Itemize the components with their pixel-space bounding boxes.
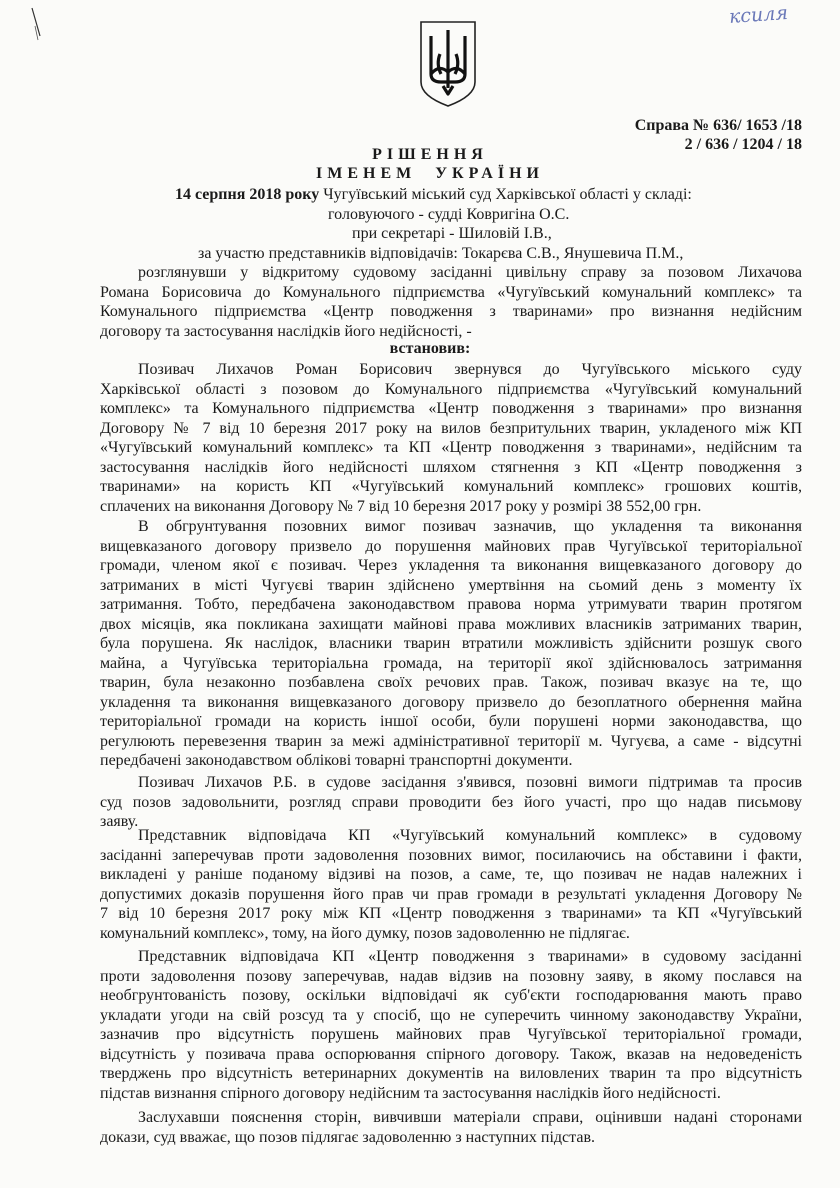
text-line: 7 від 10 березня 2017 року між КП «Центр поводження з тваринами» та КП «Чугуївський (100, 905, 802, 922)
text-line: Комунального підприємства «Центр поводження з тваринами» про визнання недійсним (100, 303, 802, 320)
document-subtitle: ІМЕНЕМ УКРАЇНИ (316, 165, 544, 182)
text-line: допустимих доказів порушення його прав чи прав громади в результаті укладення Договору № (100, 885, 802, 903)
text-line: викладені у раніше поданому відзиві на позов, а саме, те, що позивач не надав належних і (100, 866, 802, 883)
text-line: зазначив про відсутність порушень майнових прав Чугуївської територіальної громади, (100, 1026, 802, 1043)
text-line: укладення та виконання вищевказаного договору призвело до безоплатного обернення майна (100, 693, 802, 711)
text-line: В обгрунтування позовних вимог позивач зазначив, що укладення та виконання (138, 518, 802, 535)
established-heading: встановив: (389, 340, 471, 357)
text-line: відсутність у позивача права оспорювання спірного договору. Також, вказав на недоведеність (100, 1045, 802, 1063)
text-line: передбачені законодавством облікові товарні транспортні документи. (100, 752, 573, 769)
text-line: Романа Борисовича до Комунального підприємства «Чугуївський комунальний комплекс» та (100, 283, 802, 301)
paragraph (100, 1108, 802, 1147)
text-line: була порушена. Як наслідок, власники тварин втратили можливість здійснити розшук свого (100, 635, 802, 652)
text-line: тверджень про відсутність ветеринарних документів на виловлених тварин та про відсутність (100, 1065, 802, 1082)
text-line: Представник відповідача КП «Центр поводження з тваринами» в судовому засіданні (138, 948, 802, 965)
text-line: Договору № 7 від 10 березня 2017 року на вилов безпритульних тварин, укладеного між КП (100, 419, 802, 437)
case-considered-block (100, 263, 802, 341)
text-line: договору та застосування наслідків його недійсності, - (100, 322, 472, 340)
text-line: розглянувши у відкритому судовому засіданні цивільну справу за позовом Лихачова (138, 264, 802, 281)
scan-artifact-mark (30, 6, 50, 42)
text-line: суд позов задовольнити, розгляд справи проводити без його участі, про що надав письмову (100, 793, 802, 811)
text-line: територіальної громади на користь іншої особи, були порушені норми законодавства, що (100, 713, 802, 730)
text-line: застосування наслідків його недійсності шляхом стягнення з КП «Центр поводження з (100, 458, 802, 476)
text-line: Позивач Лихачов Р.Б. в судове засідання з'явився, позовні вимоги підтримав та просив (138, 774, 802, 791)
handwritten-note: ксиля (728, 1, 789, 29)
text-line: Позивач Лихачов Роман Борисович звернувся до Чугуївського міського суду (138, 361, 802, 378)
paragraph (100, 947, 802, 1103)
paragraph (100, 517, 802, 771)
text-line: Представник відповідача КП «Чугуївський комунальний комплекс» в судовому (138, 827, 802, 844)
court-secretary: при секретарі - Шиловій І.В., (352, 225, 552, 242)
text-line: укладати угоди на свій розсуд та у спосіб, що не суперечить чинному законодавству України, (100, 1006, 802, 1024)
participants: за участю представників відповідачів: Токарєва С.В., Янушевича П.М., (198, 244, 684, 262)
text-line: необгрунтованість позову, оскільки відповідачі як суб'єкти господарювання мають право (100, 987, 802, 1004)
text-line: затриманих в місті Чугуєві тварин здійснено умертвіння на сьомий день з моменту їх (100, 576, 802, 594)
text-line: сплачених на виконання Договору № 7 від 10 березня 2017 року у розмірі 38 552,00 грн. (100, 497, 702, 515)
text-line: проти задоволення позову заперечував, надав відзив на позовну заяву, в якому послався на (100, 967, 802, 985)
text-line: підстав визнання спірного договору недійсним та застосування наслідків його недійсності. (100, 1084, 721, 1102)
text-line: Харківської області з позовом до Комунального підприємства «Чугуївський комунальний (100, 380, 802, 398)
paragraph (100, 360, 802, 516)
text-line: вищевказаного договору призвело до порушення майнових прав Чугуївської територіальної (100, 537, 802, 555)
paragraph (100, 826, 802, 943)
text-line: регулюють перевезення тварин за межі адміністративної території м. Чугуєва, а саме - відсутні (100, 732, 802, 750)
decision-date: 14 серпня 2018 року (175, 186, 320, 203)
document-title: РІШЕННЯ (372, 146, 488, 163)
text-line: майна, а Чугуївська територіальна громада, на території якої здійснювалось затримання (100, 654, 802, 672)
text-line: засіданні заперечував проти задоволення позовних вимог, посилаючись на обставини і факти, (100, 846, 802, 864)
text-line: двох місяців, яка покликана захищати майнові права можливих власників затриманих тварин, (100, 615, 802, 633)
case-number-line-2: 2 / 636 / 1204 / 18 (684, 136, 802, 153)
text-line: Заслухавши пояснення сторін, вивчивши матеріали справи, оцінивши надані сторонами (138, 1109, 802, 1126)
text-line: заяву. (100, 813, 139, 830)
paragraph (100, 773, 802, 832)
text-line: комплекс» та Комунального підприємства «Центр поводження з тваринами» про визнання (100, 400, 802, 417)
court-composition-line (175, 185, 692, 205)
text-line: докази, суд вважає, що позов підлягає задоволенню з наступних підстав. (100, 1128, 595, 1146)
text-line: тварин, була незаконно позбавлена своїх речових прав. Також, позивач вказує на те, що (100, 674, 802, 691)
text-line: тваринами» на користь КП «Чугуївський комунальний комплекс» грошових коштів, (100, 478, 802, 495)
text-line: громади, членом якої є позивач. Через укладення та виконання вищевказаного договору до (100, 557, 802, 574)
court-name: Чугуївський міський суд Харківської області у складі: (319, 186, 692, 203)
coat-of-arms-trident-icon (419, 20, 477, 108)
text-line: затримання. Тобто, передбачена законодавством правова норма утримувати тварин протягом (100, 596, 802, 613)
presiding-judge: головуючого - судді Ковригіна О.С. (328, 205, 570, 223)
text-line: «Чугуївський комунальний комплекс» та КП «Центр поводження з тваринами», недійсним та (100, 439, 802, 456)
case-number-line-1: Справа № 636/ 1653 /18 (634, 117, 802, 134)
text-line: комунальний комплекс», тому, на його думку, позов задоволенню не підлягає. (100, 924, 630, 942)
